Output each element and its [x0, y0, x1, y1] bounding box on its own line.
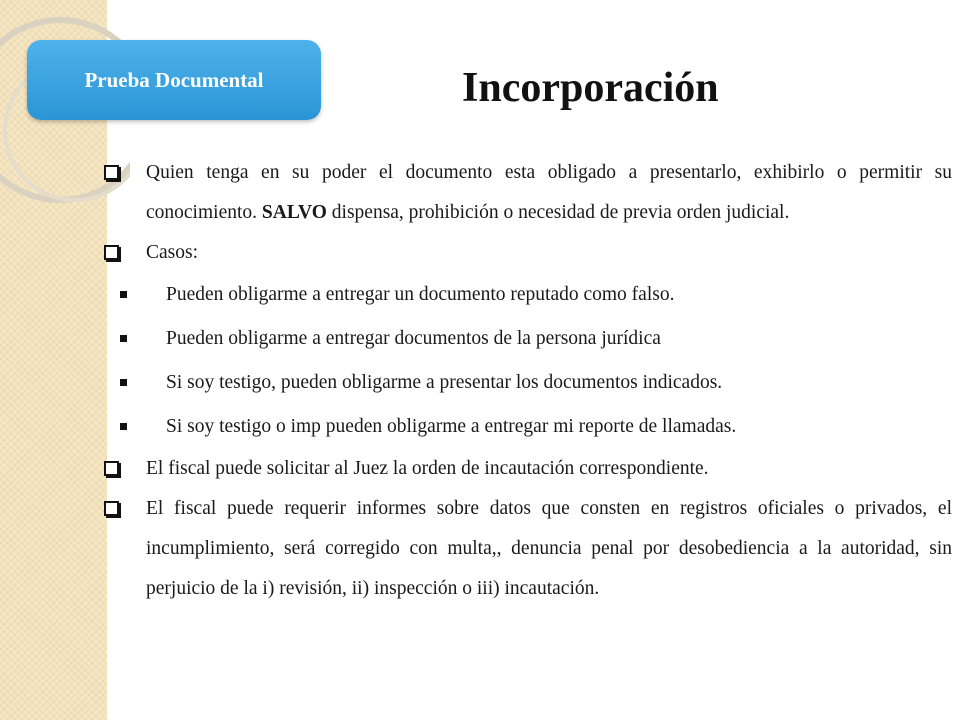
square-bullet-icon: [120, 423, 127, 430]
bullet-item: [100, 233, 952, 273]
bullet-content: [100, 153, 952, 609]
section-tab: [27, 40, 321, 120]
square-bullet-icon: [120, 379, 127, 386]
checkbox-bullet-icon: [104, 461, 119, 476]
bullet-item: [100, 153, 952, 233]
bullet-text: El fiscal puede requerir informes sobre datos que consten en registros oficiales o privados, el incumplimiento, será corregido con multa,, denuncia penal por desobediencia a la autoridad, sin perjuicio de la i) revisión, ii) inspección o iii) incautación.: [146, 498, 952, 599]
sub-bullet-text: Si soy testigo, pueden obligarme a presentar los documentos indicados.: [166, 372, 723, 393]
sub-bullet-text: Pueden obligarme a entregar un documento reputado como falso.: [166, 284, 675, 305]
bullet-text-before: Quien tenga en su poder el documento esta obligado a presentarlo, exhibirlo o permitir su conocimiento.: [146, 162, 952, 223]
bullet-text-bold: SALVO: [261, 202, 327, 223]
sub-bullet-item: [100, 273, 952, 317]
square-bullet-icon: [120, 335, 127, 342]
sub-bullet-item: [100, 405, 952, 449]
bullet-text: El fiscal puede solicitar al Juez la orden de incautación correspondiente.: [146, 458, 709, 479]
sub-bullet-item: [100, 361, 952, 405]
section-tab-label: Prueba Documental: [84, 67, 264, 92]
sub-bullet-text: Si soy testigo o imp pueden obligarme a entregar mi reporte de llamadas.: [166, 416, 737, 437]
bullet-item: [100, 489, 952, 609]
bullet-text: Casos:: [146, 242, 199, 263]
sub-bullet-text: Pueden obligarme a entregar documentos de la persona jurídica: [166, 328, 661, 349]
checkbox-bullet-icon: [104, 165, 119, 180]
page-title: Incorporación: [462, 65, 719, 111]
checkbox-bullet-icon: [104, 501, 119, 516]
square-bullet-icon: [120, 291, 127, 298]
sub-bullet-item: [100, 317, 952, 361]
bullet-item: [100, 449, 952, 489]
checkbox-bullet-icon: [104, 245, 119, 260]
bullet-text-after: dispensa, prohibición o necesidad de previa orden judicial.: [326, 202, 790, 223]
